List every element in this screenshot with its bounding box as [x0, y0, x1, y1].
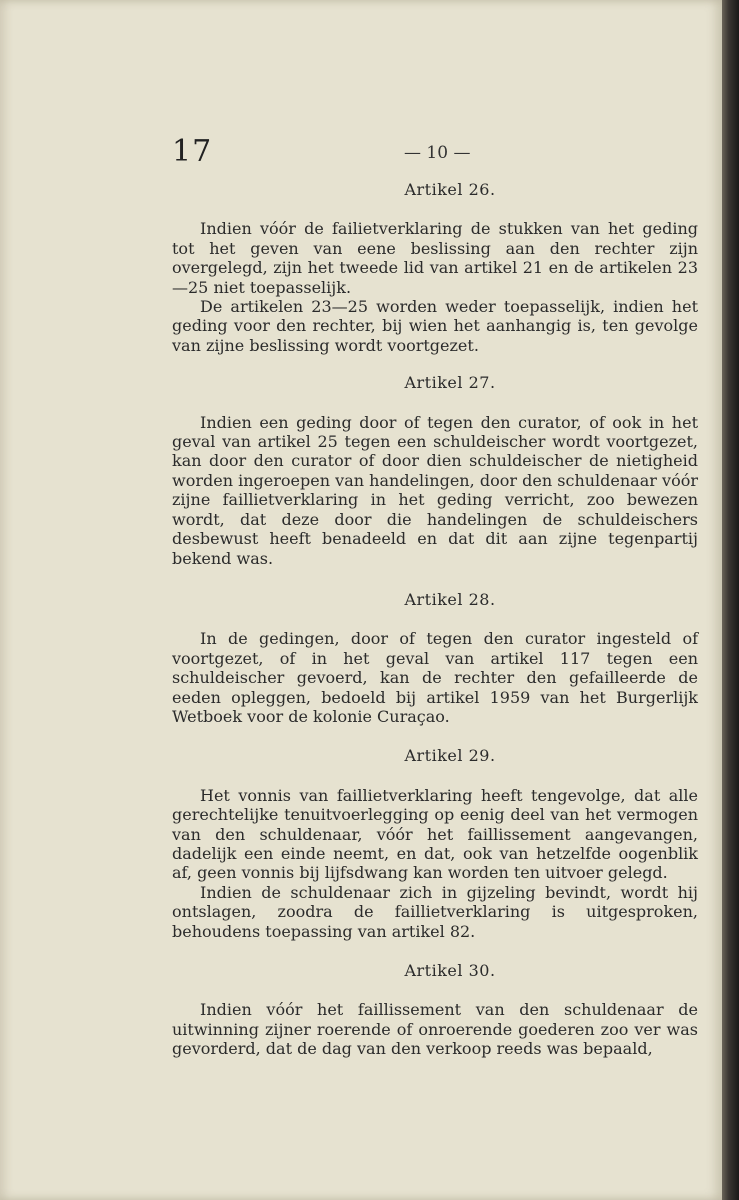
article-30	[172, 961, 698, 1059]
paragraph: Het vonnis van faillietverklaring heeft tengevolge, dat alle gerechtelijke tenuitvoerlegging op eenig deel van het vermogen van den schuldenaar, vóór het faillissement aangevangen, dadelijk een einde neemt, en dat, ook van hetzelfde oogenblik af, geen vonnis bij lijfsdwang kan worden ten uitvoer gelegd.	[172, 785, 698, 883]
paragraph: Indien vóór het faillissement van den schuldenaar de uitwinning zijner roerende of onroerende goederen zoo ver was gevorderd, dat de dag van den verkoop reeds was bepaald,	[172, 1000, 698, 1059]
page-number: — 10 —	[404, 143, 471, 163]
paragraph: In de gedingen, door of tegen den curator ingesteld of voortgezet, of in het geval van artikel 117 tegen een schuldeischer gevoerd, kan de rechter den gefailleerde de eeden opleggen, bedoeld bij artikel 1959 van het Burgerlijk Wetboek voor de kolonie Curaçao.	[172, 629, 698, 726]
paragraph: Indien vóór de failietverklaring de stukken van het geding tot het geven van eene beslissing aan den rechter zijn overgelegd, zijn het tweede lid van artikel 21 en de artikelen 23—25 niet toepasselijk.	[172, 219, 698, 297]
article-heading: Artikel 26.	[404, 180, 496, 199]
page-edge	[722, 0, 739, 1200]
paragraph: Indien de schuldenaar zich in gijzeling bevindt, wordt hij ontslagen, zoodra de faillietverklaring is uitgesproken, behoudens toepassing van artikel 82.	[172, 882, 698, 941]
signature-mark: 17	[172, 134, 213, 169]
article-29	[172, 746, 698, 941]
article-heading: Artikel 29.	[404, 746, 496, 766]
article-27	[172, 373, 698, 568]
paragraph: De artikelen 23—25 worden weder toepasselijk, indien het geding voor den rechter, bij wien het aanhangig is, ten gevolge van zijne beslissing wordt voortgezet.	[172, 297, 698, 355]
body-text	[172, 180, 698, 1079]
article-heading: Artikel 30.	[404, 961, 496, 980]
article-26	[172, 180, 698, 355]
article-heading: Artikel 28.	[404, 589, 496, 609]
article-28	[172, 590, 698, 726]
article-heading: Artikel 27.	[404, 373, 496, 393]
paragraph: Indien een geding door of tegen den curator, of ook in het geval van artikel 25 tegen een schuldeischer wordt voortgezet, kan door den curator of door dien schuldeischer de nietigheid worden ingeroepen van handelingen, door den schuldenaar vóór zijne faillietverklaring in het geding verricht, zoo bewezen wordt, dat deze door die handelingen de schuldeischers desbewust heeft benadeeld en dat dit aan zijne tegenpartij bekend was.	[172, 412, 698, 568]
